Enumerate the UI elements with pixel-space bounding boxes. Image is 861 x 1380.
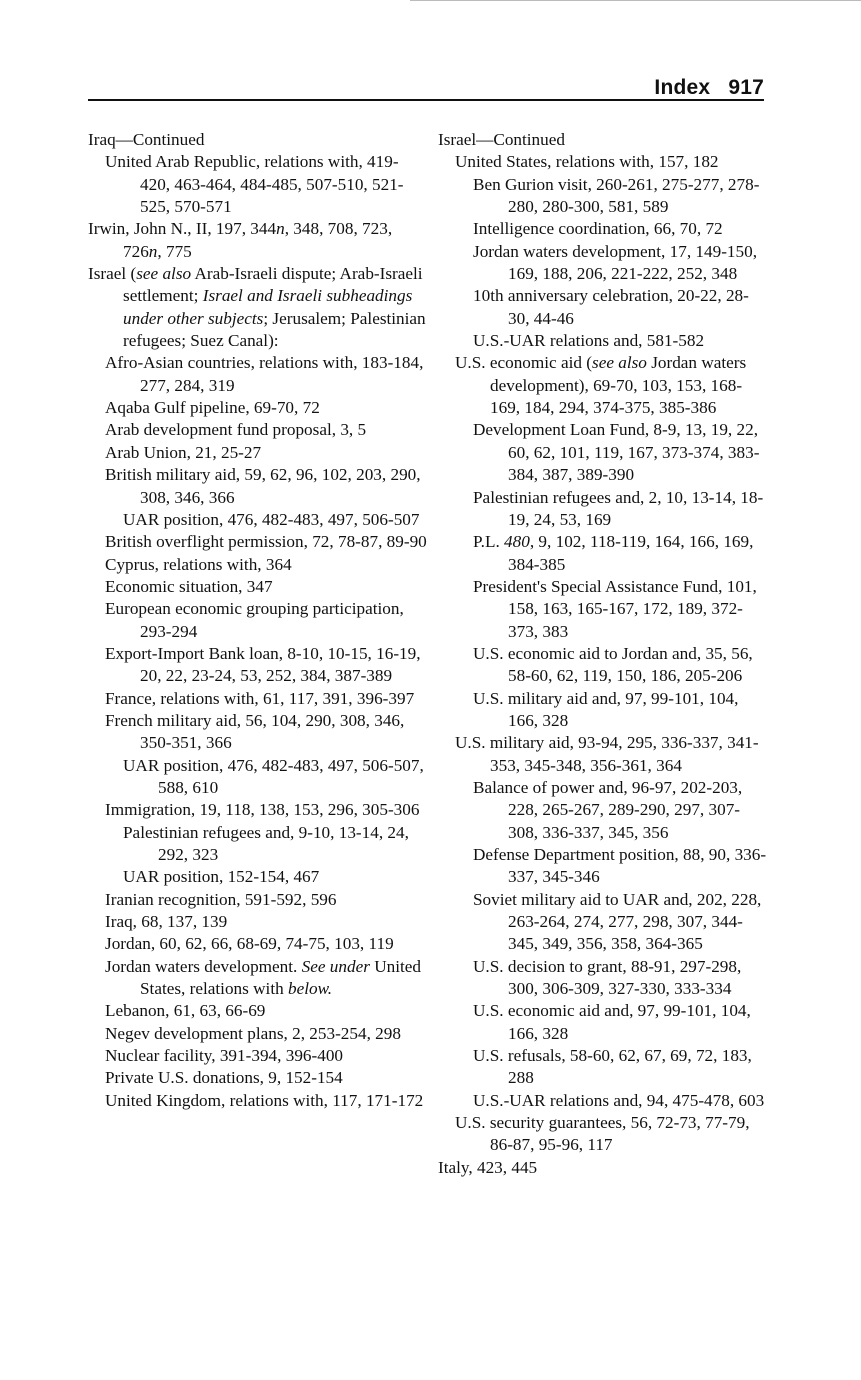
index-subsubentry <box>88 509 428 531</box>
index-text: Private U.S. donations, 9, 152-154 <box>105 1068 343 1088</box>
index-text-italic: n <box>276 219 285 239</box>
index-text-italic: see also <box>592 353 647 373</box>
index-subentry <box>88 1023 428 1045</box>
index-text: 10th anniversary celebration, 20-22, 28-30, 44-46 <box>473 286 749 328</box>
index-text: British overflight permission, 72, 78-87, 89-90 <box>105 532 427 552</box>
index-subsubentry <box>438 174 768 219</box>
index-text: Immigration, 19, 118, 138, 153, 296, 305-306 <box>105 800 420 820</box>
index-subsubentry <box>438 218 768 240</box>
index-subsubentry <box>438 487 768 532</box>
index-text: Economic situation, 347 <box>105 576 273 596</box>
index-text: U.S. economic aid and, 97, 99-101, 104, 166, 328 <box>473 1001 756 1043</box>
index-subentry <box>88 933 428 955</box>
index-subsubentry <box>438 688 768 733</box>
index-text: U.S. economic aid ( <box>455 353 592 373</box>
index-text: , 9, 102, 118-119, 164, 166, 169, 384-385 <box>508 532 758 574</box>
index-text: British military aid, 59, 62, 96, 102, 203, 290, 308, 346, 366 <box>105 465 425 507</box>
index-text-italic: See under <box>301 956 370 976</box>
top-edge-line <box>410 0 861 1</box>
index-text: United Arab Republic, relations with, 419-420, 463-464, 484-485, 507-510, 521-525, 570-571 <box>105 152 404 217</box>
index-text: Development Loan Fund, 8-9, 13, 19, 22, 60, 62, 101, 119, 167, 373-374, 383-384, 387, 389-390 <box>473 420 763 485</box>
index-subentry <box>88 598 428 643</box>
index-column-right <box>438 129 768 1179</box>
index-subentry <box>88 151 428 218</box>
index-text-italic: below. <box>287 979 333 999</box>
index-subsubentry <box>88 755 428 800</box>
index-subsubentry <box>438 419 768 486</box>
index-heading <box>88 263 428 352</box>
index-subentry <box>88 1090 428 1112</box>
index-text: Intelligence coordination, 66, 70, 72 <box>473 219 723 239</box>
index-text: Negev development plans, 2, 253-254, 298 <box>105 1023 401 1043</box>
index-text-italic: see also <box>136 264 192 284</box>
index-subsubentry <box>438 1000 768 1045</box>
index-text: P.L. <box>473 532 505 552</box>
index-text: Irwin, John N., II, 197, 344 <box>88 219 277 239</box>
index-subsubentry <box>438 643 768 688</box>
index-text: U.S.-UAR relations and, 581-582 <box>473 331 705 351</box>
index-subentry <box>88 464 428 509</box>
index-text: Defense Department position, 88, 90, 336-337, 345-346 <box>473 845 767 887</box>
index-text: ; Jerusalem; Palestinian refugees; Suez Canal): <box>123 308 430 351</box>
index-text: Nuclear facility, 391-394, 396-400 <box>105 1046 344 1066</box>
index-text: Iranian recognition, 591-592, 596 <box>105 889 337 909</box>
index-text: French military aid, 56, 104, 290, 308, 346, 350-351, 366 <box>105 710 409 753</box>
index-text: Aqaba Gulf pipeline, 69-70, 72 <box>105 398 320 418</box>
index-text: European economic grouping participation, 293-294 <box>105 599 409 641</box>
index-subsubentry <box>438 1045 768 1090</box>
index-subsubentry <box>438 330 768 352</box>
index-text: Cyprus, relations with, 364 <box>105 554 292 574</box>
index-subentry <box>88 710 428 755</box>
index-subentry <box>88 531 428 553</box>
index-text: Arab Union, 21, 25-27 <box>105 442 262 462</box>
index-text: Export-Import Bank loan, 8-10, 10-15, 16-19, 20, 22, 23-24, 53, 252, 384, 387-389 <box>105 643 425 686</box>
index-subsubentry <box>438 285 768 330</box>
index-text: Jordan waters development. <box>105 956 302 976</box>
index-subsubentry <box>438 956 768 1001</box>
index-text: Iraq, 68, 137, 139 <box>105 912 228 932</box>
index-text: Jordan, 60, 62, 66, 68-69, 74-75, 103, 119 <box>105 934 394 954</box>
index-column-left <box>88 129 428 1112</box>
index-text: United Kingdom, relations with, 117, 171-172 <box>105 1090 424 1110</box>
index-text: UAR position, 152-154, 467 <box>123 867 320 887</box>
index-subentry <box>88 643 428 688</box>
index-subentry <box>88 554 428 576</box>
index-subentry <box>438 1112 768 1157</box>
index-text: Israel—Continued <box>438 130 565 149</box>
index-text: Ben Gurion visit, 260-261, 275-277, 278-280, 280-300, 581, 589 <box>473 174 760 217</box>
index-subentry <box>88 352 428 397</box>
index-subentry <box>88 442 428 464</box>
index-text-italic: Israel and Israeli subheadings under other subjects <box>123 286 417 328</box>
index-heading <box>438 1157 768 1179</box>
index-subsubentry <box>438 531 768 576</box>
index-text: Palestinian refugees and, 2, 10, 13-14, 18-19, 24, 53, 169 <box>473 487 764 529</box>
index-text: France, relations with, 61, 117, 391, 396-397 <box>105 688 415 708</box>
index-text: United States, relations with, 157, 182 <box>455 152 719 172</box>
index-text: U.S. military aid, 93-94, 295, 336-337, 341-353, 345-348, 356-361, 364 <box>455 733 759 775</box>
index-subentry <box>438 352 768 419</box>
index-subentry <box>438 151 768 173</box>
index-text: United States, relations with <box>140 956 426 999</box>
index-text: President's Special Assistance Fund, 101, 158, 163, 165-167, 172, 189, 372-373, 383 <box>473 576 762 641</box>
index-subsubentry <box>438 241 768 286</box>
index-subentry <box>88 576 428 598</box>
index-subentry <box>88 956 428 1001</box>
index-text: Arab-Israeli dispute; Arab-Israeli settlement; <box>123 264 427 306</box>
index-heading <box>88 129 428 151</box>
index-subentry <box>438 732 768 777</box>
index-text: UAR position, 476, 482-483, 497, 506-507, 588, 610 <box>123 755 429 797</box>
index-text: Afro-Asian countries, relations with, 183-184, 277, 284, 319 <box>105 353 428 395</box>
index-subentry <box>88 1000 428 1022</box>
index-text: Lebanon, 61, 63, 66-69 <box>105 1001 266 1021</box>
index-heading <box>438 129 768 151</box>
index-text: Palestinian refugees and, 9-10, 13-14, 24, 292, 323 <box>123 822 414 864</box>
index-text: U.S. military aid and, 97, 99-101, 104, 166, 328 <box>473 688 743 730</box>
index-text: Jordan waters development, 17, 149-150, 169, 188, 206, 221-222, 252, 348 <box>473 241 762 284</box>
index-heading <box>88 218 428 263</box>
index-text: U.S. decision to grant, 88-91, 297-298, 300, 306-309, 327-330, 333-334 <box>473 956 746 999</box>
index-subsubentry <box>438 889 768 956</box>
index-subsubentry <box>88 822 428 867</box>
index-subsubentry <box>438 576 768 643</box>
index-subsubentry <box>438 844 768 889</box>
page-header-title: Index 917 <box>654 76 764 99</box>
index-text: Jordan waters development), 69-70, 103, 153, 168-169, 184, 294, 374-375, 385-386 <box>490 353 751 418</box>
index-text: U.S. security guarantees, 56, 72-73, 77-79, 86-87, 95-96, 117 <box>455 1113 754 1155</box>
index-subsubentry <box>438 1090 768 1112</box>
index-subentry <box>88 1045 428 1067</box>
index-text: Arab development fund proposal, 3, 5 <box>105 420 367 440</box>
index-subentry <box>88 397 428 419</box>
index-subentry <box>88 688 428 710</box>
index-text: Israel ( <box>88 264 137 284</box>
index-text: UAR position, 476, 482-483, 497, 506-507 <box>123 509 420 529</box>
index-text: , 775 <box>157 241 192 261</box>
index-text: Italy, 423, 445 <box>438 1157 538 1177</box>
index-subentry <box>88 1067 428 1089</box>
index-text-italic: n <box>148 241 158 261</box>
index-text: U.S. refusals, 58-60, 62, 67, 69, 72, 183, 288 <box>473 1046 757 1088</box>
index-text: , 348, 708, 723, 726 <box>123 219 397 261</box>
index-text: U.S. economic aid to Jordan and, 35, 56, 58-60, 62, 119, 150, 186, 205-206 <box>473 643 758 686</box>
index-subentry <box>88 889 428 911</box>
index-text-italic: 480 <box>504 532 530 552</box>
index-subsubentry <box>438 777 768 844</box>
index-text: Balance of power and, 96-97, 202-203, 228, 265-267, 289-290, 297, 307-308, 336-337, 345, 356 <box>473 777 747 842</box>
header-rule <box>88 99 764 101</box>
page-header <box>88 76 764 100</box>
index-subentry <box>88 419 428 441</box>
index-text: Soviet military aid to UAR and, 202, 228, 263-264, 274, 277, 298, 307, 344-345, 349, 356, 358, 364-365 <box>473 889 766 954</box>
index-subentry <box>88 799 428 821</box>
index-subentry <box>88 911 428 933</box>
index-text: U.S.-UAR relations and, 94, 475-478, 603 <box>473 1090 765 1110</box>
index-text: Iraq—Continued <box>88 130 205 149</box>
index-subsubentry <box>88 866 428 888</box>
